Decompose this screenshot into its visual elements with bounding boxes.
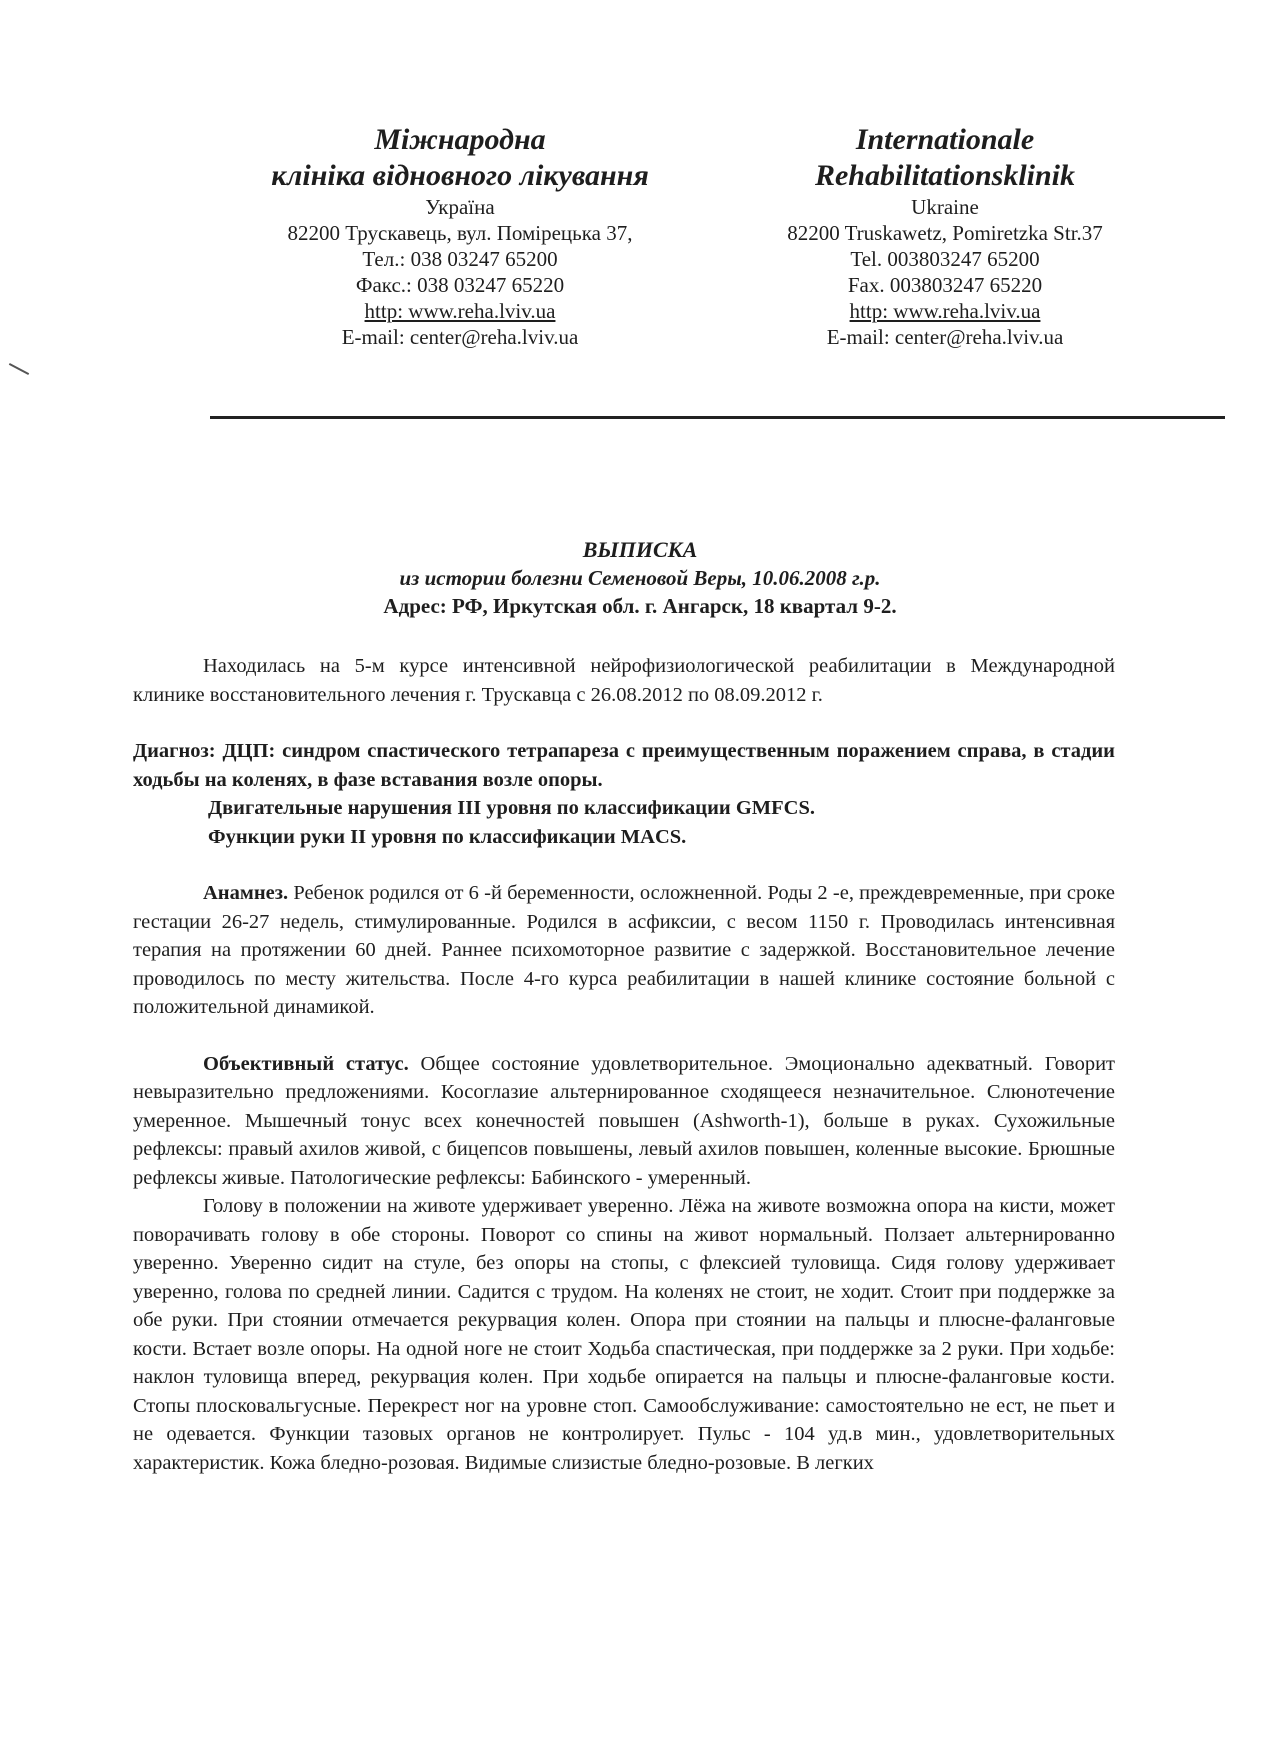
email-de[interactable]: E-mail: center@reha.lviv.ua [826, 325, 1064, 349]
address-de: 82200 Truskawetz, Pomiretzka Str.37 [787, 221, 1103, 245]
patient-address: Адрес: РФ, Иркутская обл. г. Ангарск, 18 квартал 9-2. [383, 594, 897, 618]
spacer [133, 1022, 1115, 1050]
clinic-name-line1-de: Internationale [855, 123, 1035, 156]
document-body [133, 652, 1115, 1477]
anamnesis-label: Анамнез. [203, 882, 289, 904]
clinic-name-line2-uk: клініка відновного лікування [271, 159, 649, 192]
email-uk[interactable]: E-mail: center@reha.lviv.ua [341, 325, 579, 349]
address-uk: 82200 Трускавець, вул. Помірецька 37, [287, 221, 633, 245]
country-de: Ukraine [911, 195, 979, 219]
letterhead-german [715, 122, 1175, 350]
spacer [133, 851, 1115, 879]
clinic-name-line2-de: Rehabilitationsklinik [814, 159, 1076, 192]
website-link-de[interactable]: http: www.reha.lviv.ua [849, 299, 1041, 323]
anamnesis-paragraph [133, 879, 1115, 1022]
diagnosis-macs: Функции руки II уровня по классификации MACS. [208, 825, 687, 848]
website-link-uk[interactable]: http: www.reha.lviv.ua [364, 299, 556, 323]
anamnesis-text: Ребенок родился от 6 -й беременности, осложненной. Роды 2 -е, преждевременные, при сроке гестации 26-27 недель, стимулированные. Родился в асфиксии, с весом 1150 г. Проводилась интенсивная терапия на протяжении 60 дней. Раннее психомоторное развитие с задержкой. Восстановительное лечение проводилось по месту жительства. После 4-го курса реабилитации в нашей клинике состояние больной с положительной динамикой. [133, 882, 1115, 1018]
scan-mark [9, 363, 29, 375]
spacer [133, 709, 1115, 737]
country-uk: Україна [425, 195, 495, 219]
motor-paragraph: Голову в положении на животе удерживает уверенно. Лёжа на животе возможна опора на кисти, может поворачивать голову в обе стороны. Поворот со спины на живот нормальный. Ползает альтернированно уверенно. Уверенно сидит на стуле, без опоры на стопы, с флексией туловища. Сидя голову удерживает уверенно, голова по средней линии. Садится с трудом. На коленях не стоит, не ходит. Стоит при поддержке за обе руки. При стоянии отмечается рекурвация колен. Опора при стоянии на пальцы и плюсне-фаланговые кости. Встает возле опоры. На одной ноге не стоит Ходьба спастическая, при поддержке за 2 руки. При ходьбе: наклон туловища вперед, рекурвация колен. При ходьбе опирается на пальцы и плюсне-фаланговые кости. Стопы плосковальгусные. Перекрест ног на уровне стоп. Самообслуживание: самостоятельно не ест, не пьет и не одевается. Функции тазовых органов не контролирует. Пульс - 104 уд.в мин., удовлетворительных характеристик. Кожа бледно-розовая. Видимые слизистые бледно-розовые. В легких [133, 1195, 1115, 1474]
phone-de: Tel. 003803247 65200 [850, 247, 1040, 271]
diagnosis-paragraph: Диагноз: ДЦП: синдром спастического тетрапареза с преимущественным поражением справа, в стадии ходьбы на коленях, в фазе вставания возле опоры. [133, 740, 1115, 791]
diagnosis-gmfcs: Двигательные нарушения III уровня по классификации GMFCS. [208, 797, 816, 819]
letterhead-ukrainian [225, 122, 695, 350]
intro-paragraph: Находилась на 5-м курсе интенсивной нейрофизиологической реабилитации в Международной клинике восстановительного лечения г. Трускавца с 26.08.2012 по 08.09.2012 г. [133, 655, 1115, 706]
document-title: ВЫПИСКА [582, 537, 698, 562]
status-label: Объективный статус. [203, 1052, 409, 1075]
phone-uk: Тел.: 038 03247 65200 [362, 247, 558, 271]
document-heading [130, 536, 1150, 620]
header-divider [210, 416, 1225, 419]
status-text: Общее состояние удовлетворительное. Эмоционально адекватный. Говорит невыразительно предложениями. Косоглазие альтернированное сходящееся незначительное. Слюнотечение умеренное. Мышечный тонус всех конечностей повышен (Ashworth-1), больше в руках. Сухожильные рефлексы: правый ахилов живой, с бицепсов повышены, левый ахилов повышен, коленные высокие. Брюшные рефлексы живые. Патологические рефлексы: Бабинского - умеренный. [133, 1052, 1115, 1189]
document-subtitle: из истории болезни Семеновой Веры, 10.06.2008 г.р. [399, 566, 881, 590]
fax-de: Fax. 003803247 65220 [847, 273, 1043, 297]
clinic-name-line1-uk: Міжнародна [374, 123, 546, 156]
fax-uk: Факс.: 038 03247 65220 [355, 273, 565, 297]
status-paragraph [133, 1050, 1115, 1193]
